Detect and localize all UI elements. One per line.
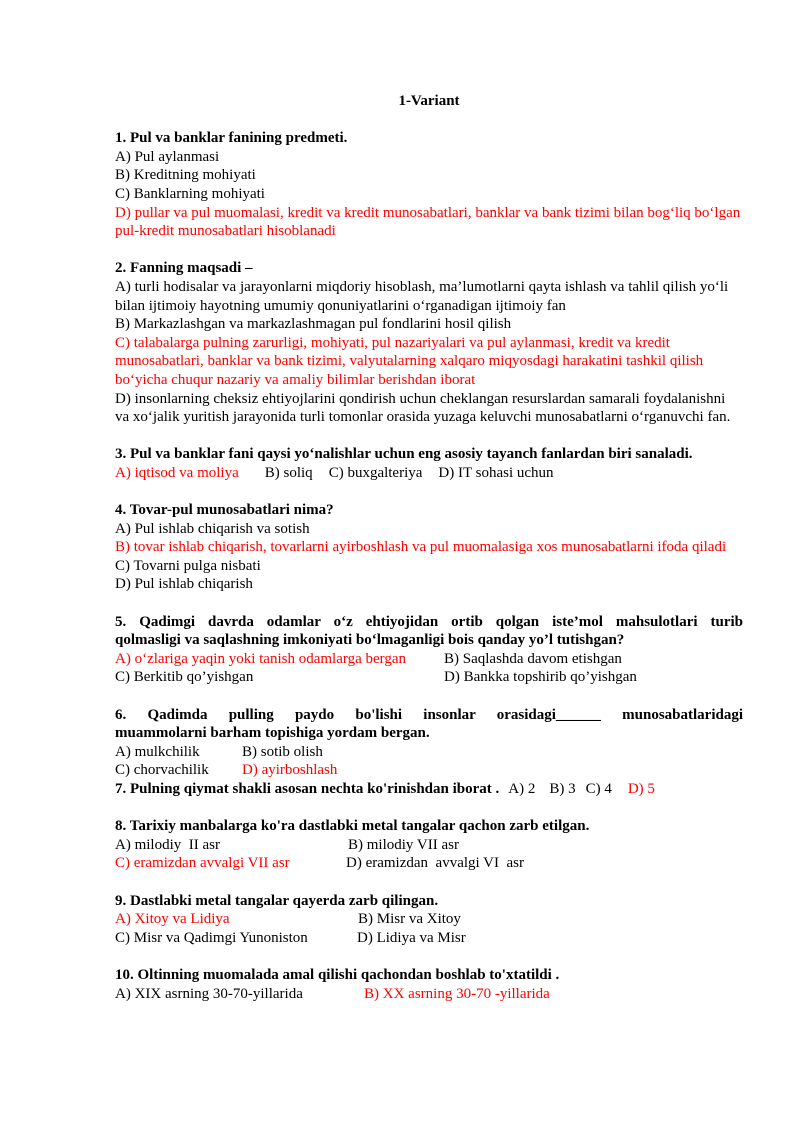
question-8-options-row-1 [115,836,743,855]
question-1-option-c: C) Banklarning mohiyati [115,185,265,202]
question-6-option-c: C) chorvachilik [115,762,209,779]
question-5-option-b: B) Saqlashda davom etishgan [444,650,622,667]
question-8 [115,817,743,873]
question-9-option-d: D) Lidiya va Misr [357,929,466,946]
question-4-option-b: B) tovar ishlab chiqarish, tovarlarni ayirboshlash va pul muomalasiga xos munosabatlarni ifoda qiladi [115,539,727,556]
question-10-option-b: B) XX asrning 30-70 -yillarida [364,985,550,1002]
question-7-option-d: D) 5 [627,780,655,797]
question-4-option-d: D) Pul ishlab chiqarish [115,576,253,593]
question-3-options [115,464,743,483]
question-5-text-line-1: 5. Qadimgi davrda odamlar o‘z ehtiyojidan ortib qolgan iste’mol mahsulotlari turib [115,613,743,630]
question-2-option-c: C) talabalarga pulning zarurligi, mohiyati, pul nazariyalari va pul aylanmasi, kredit va kredit munosabatlari, banklar va bank tizimi, valyutalarning xalqaro miqyosdagi harakatini tashkil qilish bo‘yicha chuqur nazariy va amaliy bilimlar berishdan iborat [115,334,704,388]
question-9-option-c: C) Misr va Qadimgi Yunoniston [115,929,308,946]
test-content [115,92,743,1022]
question-5-option-d: D) Bankka topshirib qo’yishgan [444,669,637,686]
question-8-text: 8. Tarixiy manbalarga ko'ra dastlabki metal tangalar qachon zarb etilgan. [115,818,590,835]
question-2-option-b: B) Markazlashgan va markazlashmagan pul fondlarini hosil qilish [115,316,512,333]
question-7-line [115,780,743,799]
question-1-option-a: A) Pul aylanmasi [115,148,220,165]
question-6-options-row-1 [115,743,743,762]
question-9-option-b: B) Misr va Xitoy [358,911,461,928]
question-9-text: 9. Dastlabki metal tangalar qayerda zarb qilingan. [115,892,439,909]
question-2-text: 2. Fanning maqsadi – [115,260,253,277]
question-6-option-d: D) ayirboshlash [242,762,338,779]
question-10-option-a: A) XIX asrning 30-70-yillarida [115,985,303,1002]
question-10-text: 10. Oltinning muomalada amal qilishi qachondan boshlab to'xtatildi . [115,966,560,983]
question-6-text-line-2: muammolarni barham topishiga yordam bergan. [115,725,430,742]
question-9-option-a: A) Xitoy va Lidiya [115,911,230,928]
question-7-text: 7. Pulning qiymat shakli asosan nechta ko'rinishdan iborat . [115,780,500,797]
question-8-option-c: C) eramizdan avvalgi VII asr [115,855,290,872]
question-5 [115,613,743,687]
question-7-option-c: C) 4 [585,780,612,797]
question-3-option-c: C) buxgalteriya [328,464,423,481]
question-5-options-row-1 [115,650,743,669]
question-6-option-b: B) sotib olish [242,743,323,760]
question-2 [115,259,743,426]
question-8-options-row-2 [115,854,743,873]
question-4-text: 4. Tovar-pul munosabatlari nima? [115,502,334,519]
question-4-option-c: C) Tovarni pulga nisbati [115,557,261,574]
question-3-option-a: A) iqtisod va moliya [115,464,239,481]
question-2-option-d: D) insonlarning cheksiz ehtiyojlarini qondirish uchun cheklangan resurslardan samarali foydalanishni va xo‘jalik yuritish jarayonida turli tomonlar orasida yuzaga keluvchi munosabatlarni o‘rganuvchi fan. [115,390,731,426]
question-9-options-row-2 [115,929,743,948]
question-5-text-line-2: qolmasligi va saqlashning imkoniyati bo‘lmaganligi bois qanday yo’l tutishgan? [115,632,625,649]
question-3-text: 3. Pul va banklar fani qaysi yo‘nalishlar uchun eng asosiy tayanch fanlardan biri sanaladi. [115,446,693,463]
question-1-text: 1. Pul va banklar fanining predmeti. [115,130,348,147]
question-6 [115,706,743,780]
question-5-option-c: C) Berkitib qo’yishgan [115,669,254,686]
question-2-option-a: A) turli hodisalar va jarayonlarni miqdoriy hisoblash, ma’lumotlarni qayta ishlash va tahlil qilish yo‘li bilan ijtimoiy hayotning umumiy qonuniyatlarini o‘rganadigan ijtimoiy fan [115,278,729,314]
question-9-options-row-1 [115,910,743,929]
question-1-option-b: B) Kreditning mohiyati [115,167,256,184]
question-7 [115,780,743,799]
question-8-option-b: B) milodiy VII asr [348,836,459,853]
question-3-option-d: D) IT sohasi uchun [438,464,554,481]
question-3 [115,445,743,482]
question-8-option-d: D) eramizdan avvalgi VI asr [346,855,524,872]
question-5-option-a: A) o‘zlariga yaqin yoki tanish odamlarga bergan [115,650,407,667]
question-1-option-d: D) pullar va pul muomalasi, kredit va kredit munosabatlari, banklar va bank tizimi bilan bog‘liq bo‘lgan pul-kredit munosabatlari hisoblanadi [115,204,741,240]
question-3-option-b: B) soliq [264,464,313,481]
question-4-option-a: A) Pul ishlab chiqarish va sotish [115,520,310,537]
question-10-options-row-1 [115,985,743,1004]
question-7-option-a: A) 2 [508,780,536,797]
question-8-option-a: A) milodiy II asr [115,836,220,853]
page-title: 1-Variant [398,93,460,109]
question-9 [115,892,743,948]
question-6-text-line-1: 6. Qadimda pulling paydo bo'lishi insonlar orasidagi______ munosabatlaridagi [115,706,743,723]
question-10 [115,966,743,1003]
question-5-options-row-2 [115,668,743,687]
question-1 [115,129,743,241]
question-6-option-a: A) mulkchilik [115,743,200,760]
question-4 [115,501,743,594]
question-7-option-b: B) 3 [549,780,576,797]
question-6-options-row-2 [115,761,743,780]
